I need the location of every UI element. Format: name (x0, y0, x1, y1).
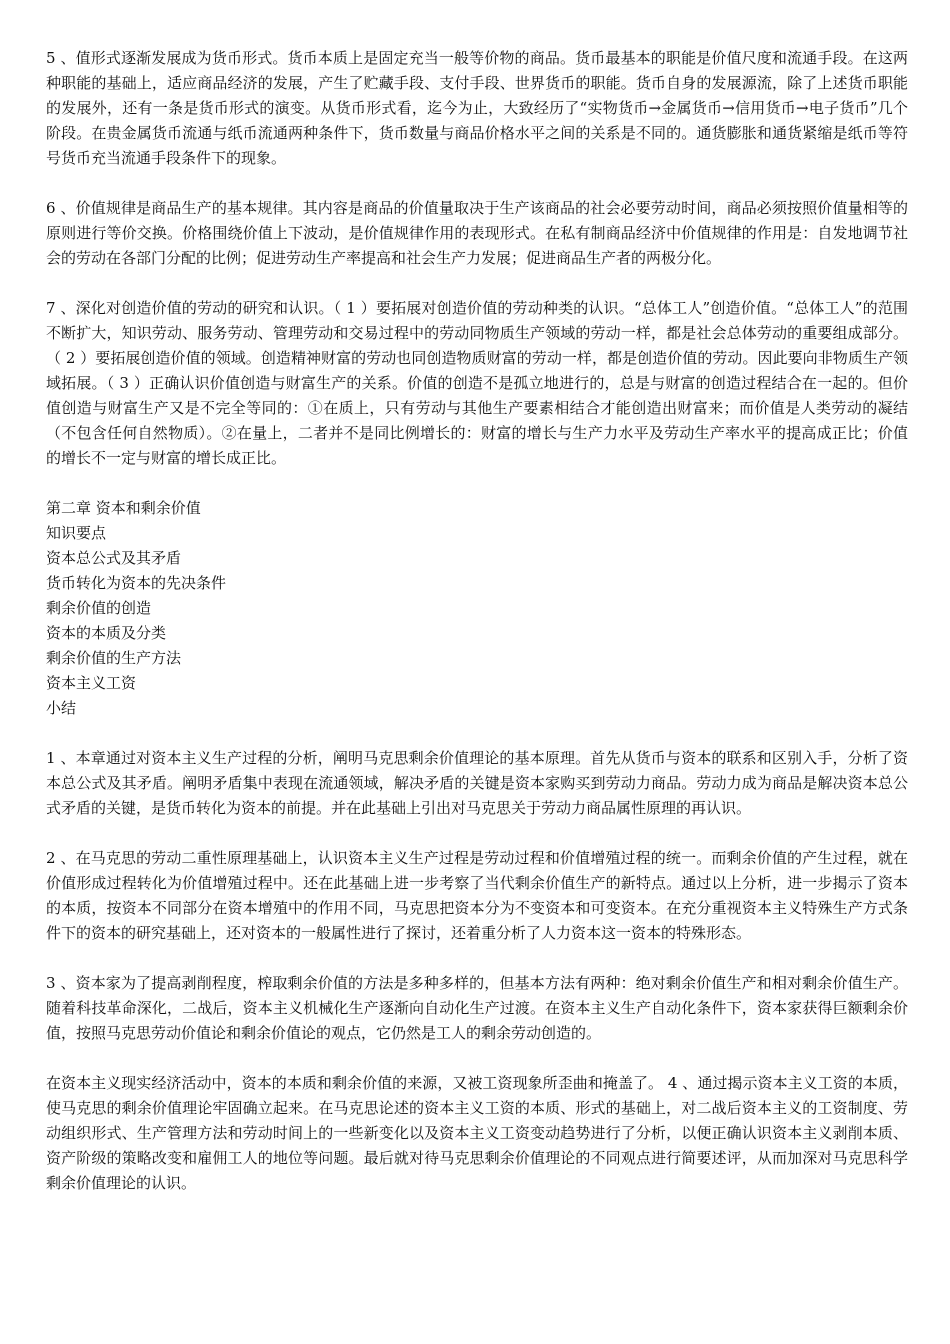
outline-item: 资本的本质及分类 (46, 624, 167, 642)
chapter-outline (46, 496, 908, 721)
summary-paragraph-3: 3 、资本家为了提高剥削程度，榨取剩余价值的方法是多种多样的，但基本方法有两种：绝对剩余价值生产和相对剩余价值生产。随着科技革命深化，二战后，资本主义机械化生产逐渐向自动化生产过渡。在资本主义生产自动化条件下，资本家获得巨额剩余价值，按照马克思劳动价值论和剩余价值论的观点，它仍然是工人的剩余劳动创造的。 (46, 974, 908, 1042)
chapter-title: 第二章 资本和剩余价值 (46, 499, 201, 517)
summary-paragraph-1: 1 、本章通过对资本主义生产过程的分析，阐明马克思剩余价值理论的基本原理。首先从货币与资本的联系和区别入手，分析了资本总公式及其矛盾。阐明矛盾集中表现在流通领域，解决矛盾的关键是资本家购买到劳动力商品。劳动力成为商品是解决资本总公式矛盾的关键，是货币转化为资本的前提。并在此基础上引出对马克思关于劳动力商品属性原理的再认识。 (46, 749, 908, 817)
paragraph-7-value-creating-labor: 7 、深化对创造价值的劳动的研究和认识。（ 1 ）要拓展对创造价值的劳动种类的认识。“总体工人”创造价值。“总体工人”的范围不断扩大，知识劳动、服务劳动、管理劳动和交易过程中的劳动同物质生产领域的劳动一样，都是社会总体劳动的重要组成部分。（ 2 ）要拓展创造价值的领域。创造精神财富的劳动也同创造物质财富的劳动一样，都是创造价值的劳动。因此要向非物质生产领域拓展。（ 3 ）正确认识价值创造与财富生产的关系。价值的创造不是孤立地进行的，总是与财富的创造过程结合在一起的。但价值创造与财富生产又是不完全等同的：①在质上，只有劳动与其他生产要素相结合才能创造出财富来；而价值是人类劳动的凝结（不包含任何自然物质）。②在量上，二者并不是同比例增长的：财富的增长与生产力水平及劳动生产率水平的提高成正比；价值的增长不一定与财富的增长成正比。 (46, 299, 908, 467)
summary-paragraph-4: 在资本主义现实经济活动中，资本的本质和剩余价值的来源，又被工资现象所歪曲和掩盖了。 4 、通过揭示资本主义工资的本质，使马克思的剩余价值理论牢固确立起来。在马克思论述的资本主义工资的本质、形式的基础上，对二战后资本主义的工资制度、劳动组织形式、生产管理方法和劳动时间上的一些新变化以及资本主义工资变动趋势进行了分析，以便正确认识资本主义剥削本质、资产阶级的策略改变和雇佣工人的地位等问题。最后就对待马克思剩余价值理论的不同观点进行简要述评，从而加深对马克思科学剩余价值理论的认识。 (46, 1074, 908, 1192)
outline-item: 小结 (46, 699, 77, 717)
outline-item: 货币转化为资本的先决条件 (46, 574, 227, 592)
outline-item: 剩余价值的创造 (46, 599, 152, 617)
outline-item: 剩余价值的生产方法 (46, 649, 182, 667)
outline-item: 资本总公式及其矛盾 (46, 549, 182, 567)
document-page (46, 46, 908, 1221)
paragraph-6-law-of-value: 6 、价值规律是商品生产的基本规律。其内容是商品的价值量取决于生产该商品的社会必要劳动时间，商品必须按照价值量相等的原则进行等价交换。价格围绕价值上下波动，是价值规律作用的表现形式。在私有制商品经济中价值规律的作用是：自发地调节社会的劳动在各部门分配的比例；促进劳动生产率提高和社会生产力发展；促进商品生产者的两极分化。 (46, 199, 908, 267)
outline-item: 知识要点 (46, 524, 107, 542)
summary-paragraph-2: 2 、在马克思的劳动二重性原理基础上，认识资本主义生产过程是劳动过程和价值增殖过程的统一。而剩余价值的产生过程，就在价值形成过程转化为价值增殖过程中。还在此基础上进一步考察了当代剩余价值生产的新特点。通过以上分析，进一步揭示了资本的本质，按资本不同部分在资本增殖中的作用不同，马克思把资本分为不变资本和可变资本。在充分重视资本主义特殊生产方式条件下的资本的研究基础上，还对资本的一般属性进行了探讨，还着重分析了人力资本这一资本的特殊形态。 (46, 849, 908, 942)
outline-item: 资本主义工资 (46, 674, 137, 692)
paragraph-5-money-form: 5 、值形式逐渐发展成为货币形式。货币本质上是固定充当一般等价物的商品。货币最基本的职能是价值尺度和流通手段。在这两种职能的基础上，适应商品经济的发展，产生了贮藏手段、支付手段、世界货币的职能。货币自身的发展源流，除了上述货币职能的发展外，还有一条是货币形式的演变。从货币形式看，迄今为止，大致经历了“实物货币→金属货币→信用货币→电子货币”几个阶段。在贵金属货币流通与纸币流通两种条件下，货币数量与商品价格水平之间的关系是不同的。通货膨胀和通货紧缩是纸币等符号货币充当流通手段条件下的现象。 (46, 49, 908, 167)
